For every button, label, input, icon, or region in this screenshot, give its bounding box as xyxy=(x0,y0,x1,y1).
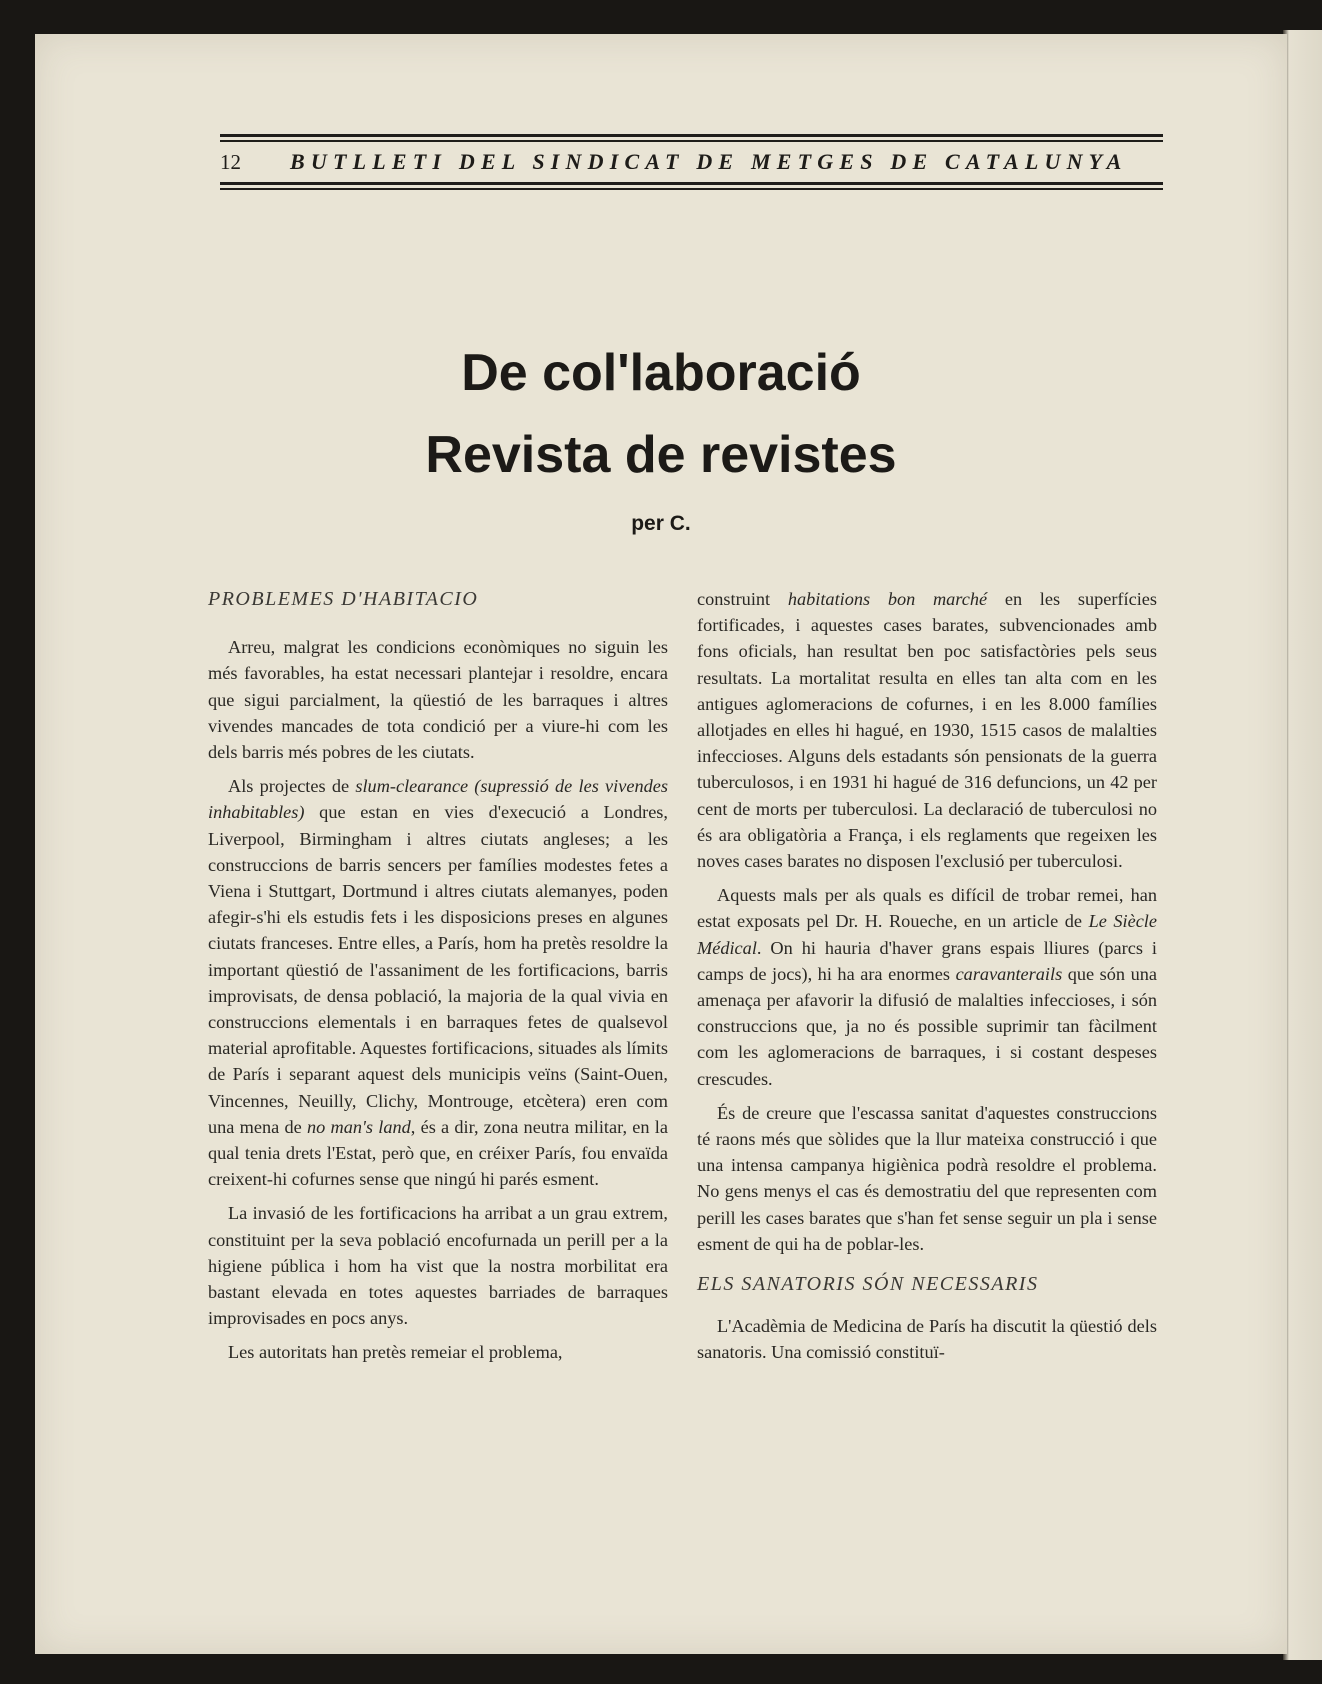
byline: per C. xyxy=(631,512,691,535)
left-column xyxy=(208,582,668,1374)
paragraph: Als projectes de slum-clearance (supressió de les vivendes inhabitables) que estan en vies d'execució a Londres, Liverpool, Birmingham i altres ciutats angleses; a les construccions de barris sencers per famílies modestes fetes a Viena i Stuttgart, Dortmund i altres ciutats alemanyes, poden afegir-s'hi els estudis fets i les disposicions preses en algunes ciutats franceses. Entre elles, a París, hom ha pretès resoldre la important qüestió de l'assaniment de les fortificacions, barris improvisats, de densa població, la majoria de la qual vivia en construccions elementals i en barraques fetes de qualsevol material aprofitable. Aquestes fortificacions, situades als límits de París i separant aquest dels municipis veïns (Saint-Ouen, Vincennes, Neuilly, Clichy, Montrouge, etcètera) eren com una mena de no man's land, és a dir, zona neutra militar, en la qual tenia drets l'Estat, però que, en créixer París, fou envaïda creixent-hi cofurnes sense que ningú hi parés esment. xyxy=(208,776,668,1190)
article-title-line1: De col'laboració xyxy=(461,344,861,402)
article-title-line2: Revista de revistes xyxy=(425,426,897,484)
header-line xyxy=(220,142,1163,182)
paragraph: Aquests mals per als quals es difícil de trobar remei, han estat exposats pel Dr. H. Roueche, en un article de Le Siècle Médical. On hi hauria d'haver grans espais lliures (parcs i camps de jocs), hi ha ara enormes caravanterails que són una amenaça per afavorir la difusió de malalties infeccioses, i són construccions que, ja no és possible suprimir tan fàcilment com les aglomeracions de barraques, i si costant despeses crescudes. xyxy=(697,885,1158,1089)
paragraph: Arreu, malgrat les condicions econòmiques no siguin les més favorables, ha estat necessari plantejar i resoldre, encara que sigui parcialment, la qüestió de les barraques i altres vivendes mancades de tota condició per a viure-hi com les dels barris més pobres de les ciutats. xyxy=(208,637,668,763)
journal-title: BUTLLETI DEL SINDICAT DE METGES DE CATALUNYA xyxy=(290,149,1128,174)
header-rule-top xyxy=(220,134,1163,142)
scan-edge xyxy=(1283,30,1322,1660)
page-number: 12 xyxy=(220,149,241,174)
paragraph: La invasió de les fortificacions ha arribat a un grau extrem, constituint per la seva població encofurnada un perill per a la higiene pública i hom ha vist que la nostra morbilitat era bastant elevada en totes aquestes barriades de barraques improvisades en pocs anys. xyxy=(208,1203,668,1329)
section-heading: PROBLEMES D'HABITACIO xyxy=(208,588,479,610)
header-rule-bottom xyxy=(220,182,1163,190)
section-heading: ELS SANATORIS SÓN NECESSARIS xyxy=(697,1273,1039,1296)
running-header xyxy=(220,134,1163,190)
paragraph: Les autoritats han pretès remeiar el problema, xyxy=(228,1342,563,1363)
paragraph: És de creure que l'escassa sanitat d'aquestes construccions té raons més que sòlides que la llur mateixa construcció i que una intensa campanya higiènica podrà resoldre el problema. No gens menys el cas és demostratiu del que representen com perill les cases barates que s'han fet sense seguir un pla i sense esment de qui ha de poblar-les. xyxy=(697,1102,1157,1254)
paragraph: construint habitations bon marché en les superfícies fortificades, i aquestes cases barates, subvencionades amb fons oficials, han resultat ben poc satisfactòries pels seus resultats. La mortalitat resulta en elles tan alta com en les antigues aglomeracions de cofurnes, i en les 8.000 famílies allotjades en elles hi hagué, en 1930, 1515 casos de malalties infeccioses. Alguns dels estadants són pensionats de la guerra tuberculosos, i en 1931 hi hagué de 316 defuncions, un 42 per cent de morts per tuberculosi. La declaració de tuberculosi no és ara obligatòria a França, i els reglaments que regeixen les noves cases barates no disposen l'exclusió per tuberculosi. xyxy=(697,589,1158,872)
right-column xyxy=(697,586,1157,1374)
paragraph: L'Acadèmia de Medicina de París ha discutit la qüestió dels sanatoris. Una comissió constituï- xyxy=(697,1316,1157,1363)
